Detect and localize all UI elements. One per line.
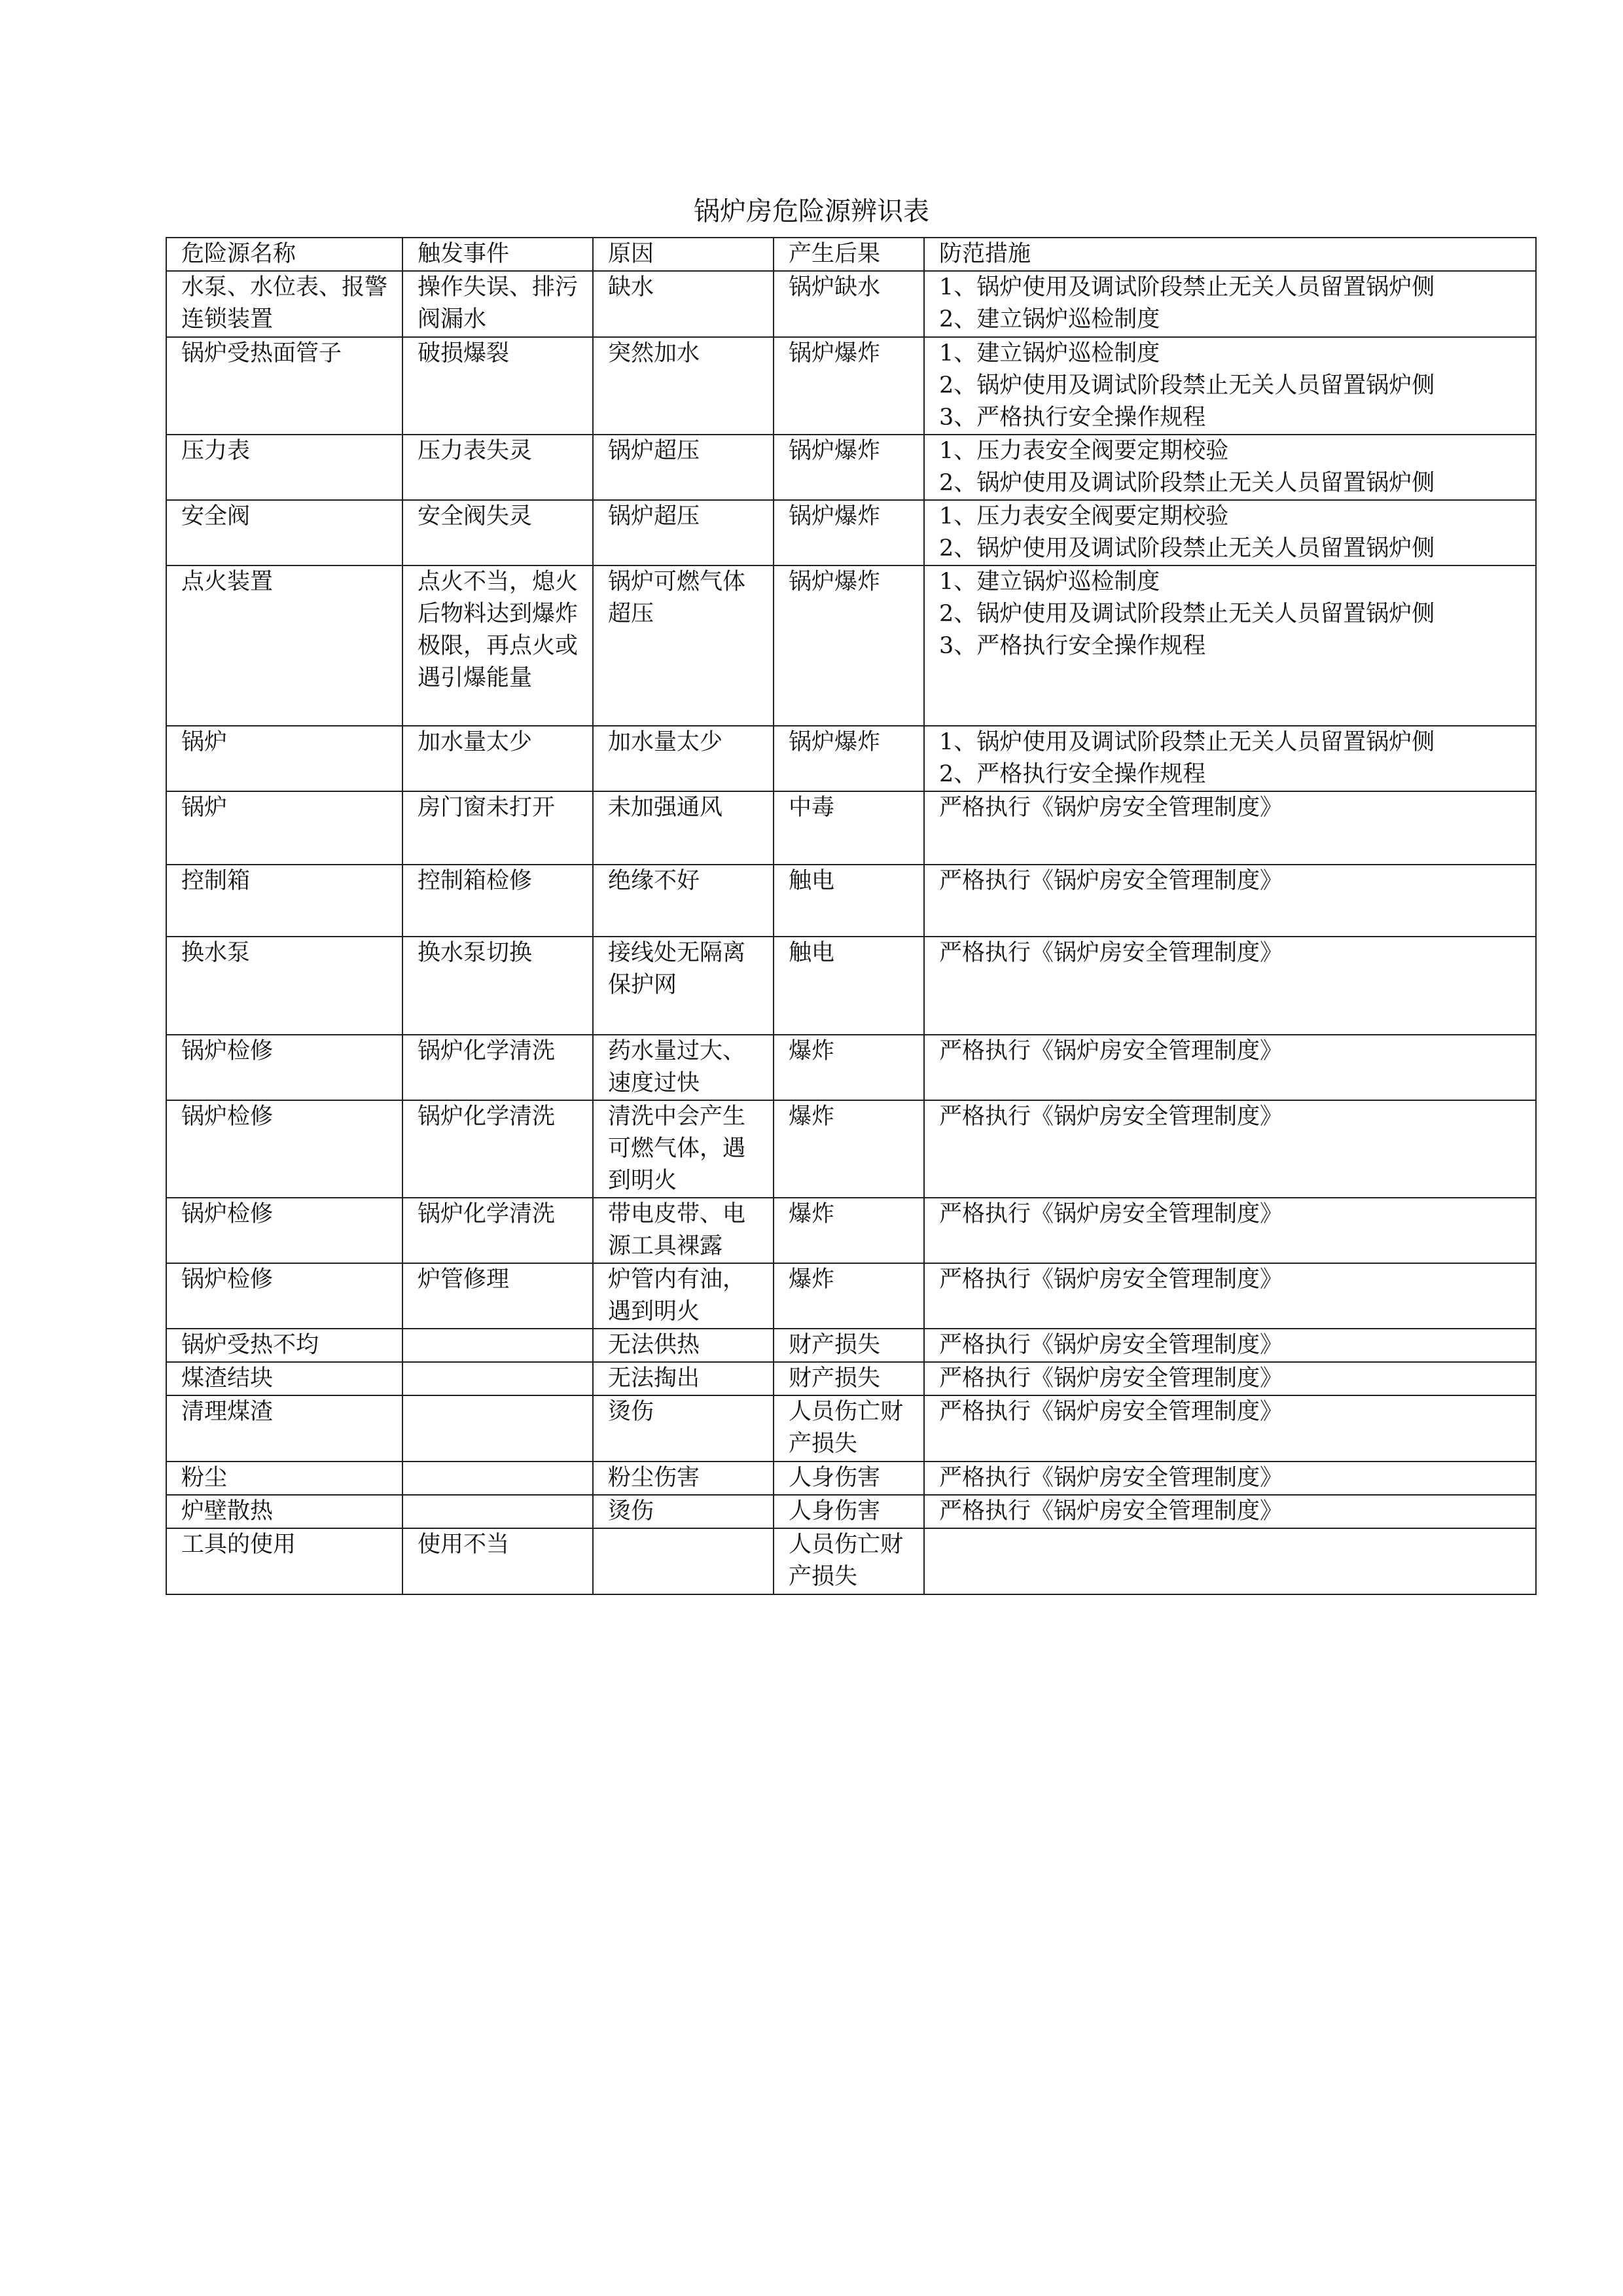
cause-text: 无法掏出 [608,1365,700,1391]
prevention-measures-cell [924,1100,1536,1198]
consequence-text: 中毒 [789,795,835,821]
prevention-measures-cell [924,1495,1536,1528]
cause-cell [593,337,774,435]
consequence-cell [774,1362,924,1395]
prevention-measures-cell [924,1035,1536,1100]
consequence-text: 锅炉爆炸 [789,438,881,464]
hazard-identification-table [166,237,1537,1595]
hazard-source-cell [166,1329,402,1362]
cause-text: 清洗中会产生可燃气体，遇到明火 [608,1103,746,1194]
hazard-source-cell [166,791,402,865]
trigger-event-cell [402,1100,593,1198]
hazard-source-cell [166,271,402,337]
table-row [166,1362,1536,1395]
table-row [166,1395,1536,1462]
cause-cell [593,500,774,565]
consequence-text: 触电 [789,940,835,966]
consequence-text: 人身伤害 [789,1498,881,1524]
cause-text: 烫伤 [608,1498,654,1524]
hazard-source-cell [166,937,402,1035]
prevention-measure-line: 严格执行《锅炉房安全管理制度》 [939,1399,1283,1425]
prevention-measure-line: 严格执行《锅炉房安全管理制度》 [939,1332,1283,1358]
cause-text: 突然加水 [608,340,700,367]
hazard-source-cell [166,435,402,500]
consequence-text: 人员伤亡财产损失 [789,1399,904,1457]
consequence-cell [774,791,924,865]
hazard-source-text: 点火装置 [181,569,274,595]
hazard-source-cell [166,1263,402,1329]
trigger-event-cell [402,865,593,937]
prevention-measure-line: 严格执行《锅炉房安全管理制度》 [939,868,1283,894]
trigger-event-text: 操作失误、排污阀漏水 [418,274,579,332]
table-row [166,937,1536,1035]
prevention-measure-line: 严格执行《锅炉房安全管理制度》 [939,1266,1283,1293]
prevention-measure-line: 1、压力表安全阀要定期校验 [939,438,1229,464]
prevention-measures-cell [924,937,1536,1035]
hazard-source-text: 锅炉 [181,795,228,821]
prevention-measures-cell [924,791,1536,865]
cause-cell [593,1198,774,1263]
cause-cell [593,565,774,726]
prevention-measure-line: 1、压力表安全阀要定期校验 [939,503,1229,529]
prevention-measures-cell [924,1198,1536,1263]
cause-text: 炉管内有油，遇到明火 [608,1266,746,1325]
hazard-source-cell [166,1362,402,1395]
prevention-measure-line: 严格执行《锅炉房安全管理制度》 [939,1498,1283,1524]
prevention-measure-line: 严格执行《锅炉房安全管理制度》 [939,795,1283,821]
prevention-measure-line: 2、锅炉使用及调试阶段禁止无关人员留置锅炉侧 [939,535,1435,562]
prevention-measure-line: 2、严格执行安全操作规程 [939,761,1206,787]
hazard-source-cell [166,1035,402,1100]
hazard-source-text: 煤渣结块 [181,1365,274,1391]
cause-cell [593,1528,774,1594]
table-row [166,791,1536,865]
trigger-event-text: 锅炉化学清洗 [418,1038,556,1064]
hazard-source-text: 锅炉检修 [181,1038,274,1064]
column-header: 原因 [593,238,774,271]
prevention-measure-line: 严格执行《锅炉房安全管理制度》 [939,1365,1283,1391]
consequence-text: 财产损失 [789,1332,881,1358]
hazard-source-cell [166,1462,402,1495]
cause-cell [593,726,774,791]
hazard-source-text: 炉壁散热 [181,1498,274,1524]
table-row [166,1198,1536,1263]
table-body [166,271,1536,1594]
hazard-source-text: 水泵、水位表、报警连锁装置 [181,274,388,332]
hazard-source-cell [166,500,402,565]
hazard-source-cell [166,865,402,937]
prevention-measures-cell [924,271,1536,337]
table-row [166,1329,1536,1362]
trigger-event-text: 安全阀失灵 [418,503,533,529]
prevention-measure-line: 1、锅炉使用及调试阶段禁止无关人员留置锅炉侧 [939,274,1435,300]
hazard-source-text: 锅炉受热面管子 [181,340,342,367]
trigger-event-cell [402,1528,593,1594]
prevention-measures-cell [924,1329,1536,1362]
trigger-event-cell [402,1495,593,1528]
hazard-source-cell [166,1395,402,1462]
prevention-measure-line: 2、锅炉使用及调试阶段禁止无关人员留置锅炉侧 [939,601,1435,627]
trigger-event-cell [402,1035,593,1100]
hazard-source-text: 锅炉 [181,729,228,755]
cause-cell [593,1362,774,1395]
consequence-cell [774,726,924,791]
trigger-event-cell [402,1198,593,1263]
prevention-measures-cell [924,1362,1536,1395]
prevention-measure-line: 1、建立锅炉巡检制度 [939,569,1160,595]
table-row [166,500,1536,565]
trigger-event-cell [402,726,593,791]
consequence-text: 人身伤害 [789,1465,881,1491]
consequence-text: 锅炉爆炸 [789,503,881,529]
table-row [166,1528,1536,1594]
trigger-event-text: 破损爆裂 [418,340,510,367]
cause-cell [593,791,774,865]
hazard-source-text: 锅炉受热不均 [181,1332,319,1358]
table-row [166,271,1536,337]
consequence-cell [774,1100,924,1198]
page-title: 锅炉房危险源辨识表 [694,196,929,226]
consequence-cell [774,337,924,435]
consequence-text: 爆炸 [789,1038,835,1064]
consequence-cell [774,565,924,726]
cause-text: 烫伤 [608,1399,654,1425]
trigger-event-text: 炉管修理 [418,1266,510,1293]
consequence-text: 锅炉爆炸 [789,340,881,367]
trigger-event-cell [402,937,593,1035]
trigger-event-cell [402,500,593,565]
consequence-cell [774,1462,924,1495]
consequence-text: 爆炸 [789,1201,835,1227]
prevention-measure-line: 2、锅炉使用及调试阶段禁止无关人员留置锅炉侧 [939,470,1435,496]
prevention-measure-line: 严格执行《锅炉房安全管理制度》 [939,940,1283,966]
hazard-source-cell [166,337,402,435]
trigger-event-cell [402,337,593,435]
consequence-text: 锅炉爆炸 [789,729,881,755]
hazard-source-text: 锅炉检修 [181,1266,274,1293]
trigger-event-cell [402,791,593,865]
cause-cell [593,865,774,937]
trigger-event-text: 加水量太少 [418,729,533,755]
cause-text: 粉尘伤害 [608,1465,700,1491]
cause-cell [593,1462,774,1495]
trigger-event-text: 使用不当 [418,1532,510,1558]
prevention-measure-line: 严格执行《锅炉房安全管理制度》 [939,1201,1283,1227]
prevention-measures-cell [924,1263,1536,1329]
prevention-measures-cell [924,1462,1536,1495]
cause-text: 锅炉超压 [608,438,700,464]
prevention-measure-line: 1、建立锅炉巡检制度 [939,340,1160,367]
hazard-source-text: 锅炉检修 [181,1103,274,1130]
cause-text: 无法供热 [608,1332,700,1358]
cause-text: 锅炉可燃气体超压 [608,569,746,627]
cause-cell [593,1035,774,1100]
cause-cell [593,435,774,500]
prevention-measures-cell [924,565,1536,726]
cause-text: 接线处无隔离保护网 [608,940,746,998]
trigger-event-cell [402,1329,593,1362]
table-row [166,1495,1536,1528]
cause-cell [593,1329,774,1362]
table-row [166,1263,1536,1329]
prevention-measure-line: 严格执行《锅炉房安全管理制度》 [939,1103,1283,1130]
cause-text: 未加强通风 [608,795,723,821]
hazard-source-cell [166,565,402,726]
consequence-cell [774,271,924,337]
trigger-event-cell [402,1395,593,1462]
hazard-source-text: 工具的使用 [181,1532,296,1558]
consequence-cell [774,1329,924,1362]
trigger-event-cell [402,435,593,500]
prevention-measures-cell [924,435,1536,500]
consequence-cell [774,1395,924,1462]
trigger-event-text: 房门窗未打开 [418,795,556,821]
cause-cell [593,1100,774,1198]
table-row [166,435,1536,500]
prevention-measure-line: 3、严格执行安全操作规程 [939,404,1206,431]
hazard-source-text: 换水泵 [181,940,251,966]
hazard-source-text: 锅炉检修 [181,1201,274,1227]
table-row [166,726,1536,791]
consequence-cell [774,865,924,937]
consequence-cell [774,1263,924,1329]
trigger-event-cell [402,271,593,337]
cause-text: 药水量过大、速度过快 [608,1038,746,1096]
prevention-measure-line: 3、严格执行安全操作规程 [939,633,1206,659]
table-row [166,565,1536,726]
trigger-event-cell [402,565,593,726]
prevention-measure-line: 严格执行《锅炉房安全管理制度》 [939,1465,1283,1491]
cause-text: 锅炉超压 [608,503,700,529]
trigger-event-text: 点火不当，熄火后物料达到爆炸极限，再点火或遇引爆能量 [418,569,579,691]
prevention-measure-line: 严格执行《锅炉房安全管理制度》 [939,1038,1283,1064]
cause-cell [593,1263,774,1329]
column-header: 防范措施 [924,238,1536,271]
consequence-text: 锅炉爆炸 [789,569,881,595]
trigger-event-text: 锅炉化学清洗 [418,1103,556,1130]
hazard-source-cell [166,1528,402,1594]
trigger-event-text: 压力表失灵 [418,438,533,464]
consequence-text: 爆炸 [789,1103,835,1130]
cause-text: 加水量太少 [608,729,723,755]
hazard-source-text: 安全阀 [181,503,251,529]
cause-cell [593,1495,774,1528]
table-row [166,1035,1536,1100]
trigger-event-text: 锅炉化学清洗 [418,1201,556,1227]
hazard-source-cell [166,726,402,791]
hazard-source-cell [166,1100,402,1198]
table-row [166,1462,1536,1495]
prevention-measures-cell [924,726,1536,791]
cause-text: 缺水 [608,274,654,300]
prevention-measures-cell [924,1395,1536,1462]
cause-text: 绝缘不好 [608,868,700,894]
consequence-text: 财产损失 [789,1365,881,1391]
prevention-measures-cell [924,865,1536,937]
prevention-measure-line: 2、锅炉使用及调试阶段禁止无关人员留置锅炉侧 [939,372,1435,399]
trigger-event-cell [402,1362,593,1395]
cause-cell [593,271,774,337]
prevention-measures-cell [924,337,1536,435]
consequence-text: 锅炉缺水 [789,274,881,300]
column-header: 触发事件 [402,238,593,271]
hazard-source-cell [166,1495,402,1528]
trigger-event-cell [402,1462,593,1495]
consequence-cell [774,1198,924,1263]
trigger-event-cell [402,1263,593,1329]
column-header: 危险源名称 [166,238,402,271]
table-header-row [166,238,1536,271]
consequence-text: 触电 [789,868,835,894]
consequence-cell [774,435,924,500]
trigger-event-text: 控制箱检修 [418,868,533,894]
table-row [166,337,1536,435]
column-header: 产生后果 [774,238,924,271]
cause-cell [593,937,774,1035]
consequence-cell [774,1035,924,1100]
hazard-source-text: 控制箱 [181,868,251,894]
table-row [166,865,1536,937]
consequence-cell [774,500,924,565]
hazard-source-text: 粉尘 [181,1465,228,1491]
prevention-measures-cell [924,500,1536,565]
hazard-source-text: 清理煤渣 [181,1399,274,1425]
consequence-text: 爆炸 [789,1266,835,1293]
consequence-cell [774,1528,924,1594]
consequence-cell [774,1495,924,1528]
table-row [166,1100,1536,1198]
consequence-text: 人员伤亡财产损失 [789,1532,904,1590]
prevention-measure-line: 1、锅炉使用及调试阶段禁止无关人员留置锅炉侧 [939,729,1435,755]
consequence-cell [774,937,924,1035]
hazard-source-cell [166,1198,402,1263]
cause-cell [593,1395,774,1462]
hazard-source-text: 压力表 [181,438,251,464]
prevention-measures-cell [924,1528,1536,1594]
prevention-measure-line: 2、建立锅炉巡检制度 [939,306,1160,332]
trigger-event-text: 换水泵切换 [418,940,533,966]
cause-text: 带电皮带、电源工具裸露 [608,1201,746,1259]
